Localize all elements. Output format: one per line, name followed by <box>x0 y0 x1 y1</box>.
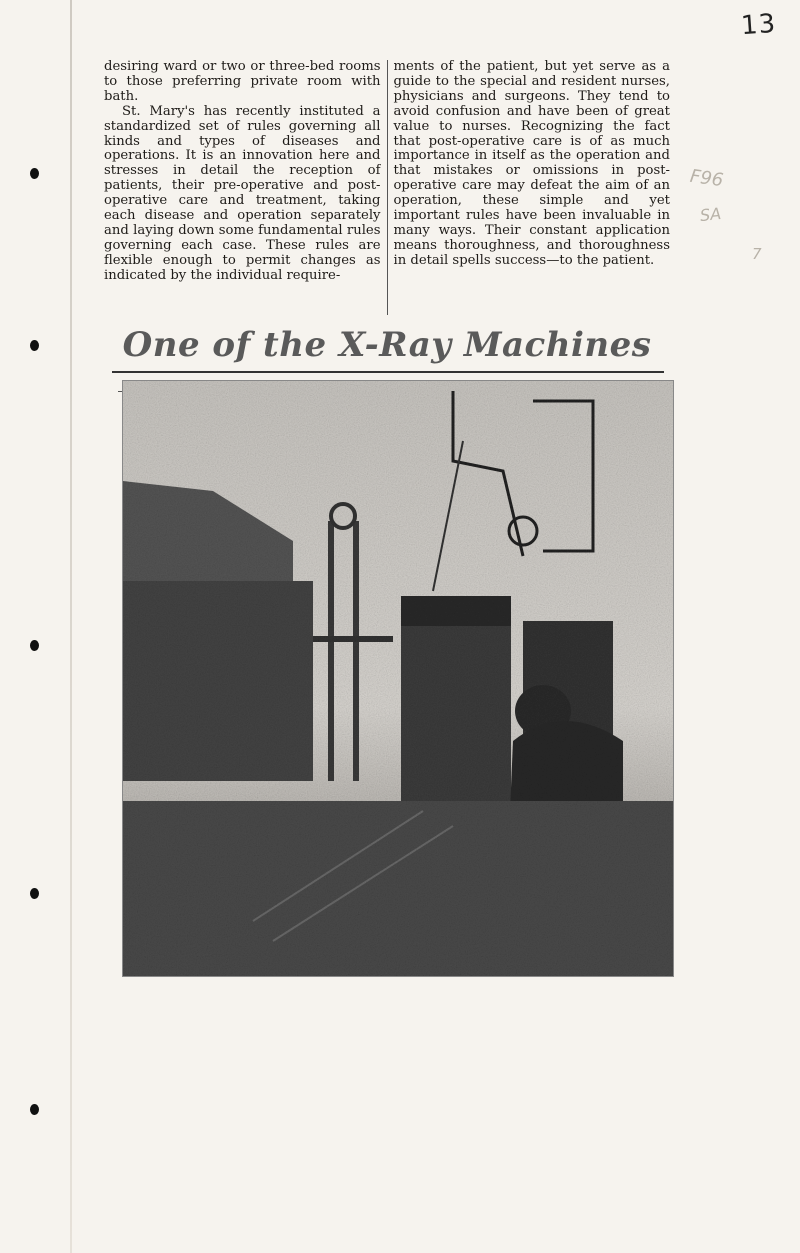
paragraph: ments of the patient, but yet serve as a guide to the special and resident nurses, physicians and surgeons. They tend to avoid confusion and have been of great value to nurses. Recognizing the fact that post-operative care is of as much importance in itself as the operation and that mistakes or omissions in post-operative care may defeat the aim of an operation, these simple and yet important rules have been invaluable in many ways. Their constant application means thoroughness, and thoroughness in detail spells success—to the patient. <box>393 60 670 268</box>
binder-hole <box>30 640 39 651</box>
x-ray-machine-photo <box>122 380 674 977</box>
article-right-column <box>393 60 670 315</box>
column-divider <box>387 60 388 315</box>
margin-note: 7 <box>752 245 762 263</box>
binder-hole <box>30 1104 39 1115</box>
margin-note: SA <box>699 203 723 226</box>
binder-hole <box>30 888 39 899</box>
margin-note: F96 <box>688 165 725 192</box>
page-number: 13 <box>739 8 778 42</box>
page-edge <box>70 0 72 1253</box>
newspaper-clipping <box>104 60 670 392</box>
headline-rule <box>112 371 664 373</box>
paragraph: desiring ward or two or three-bed rooms to those preferring private room with bath. <box>104 60 381 104</box>
binder-hole <box>30 168 39 179</box>
article-left-column <box>104 60 381 315</box>
binder-hole <box>30 340 39 351</box>
photo-headline: One of the X-Ray Machines <box>122 325 652 365</box>
paragraph: St. Mary's has recently instituted a standardized set of rules governing all kinds and types of diseases and operations. It is an innovation here and stresses in detail the reception of patients, their pre-operative and post-operative care and treatment, taking each disease and operation separately and laying down some fundamental rules governing each case. These rules are flexible enough to permit changes as indicated by the individual require- <box>104 103 381 283</box>
article-columns <box>104 60 670 315</box>
